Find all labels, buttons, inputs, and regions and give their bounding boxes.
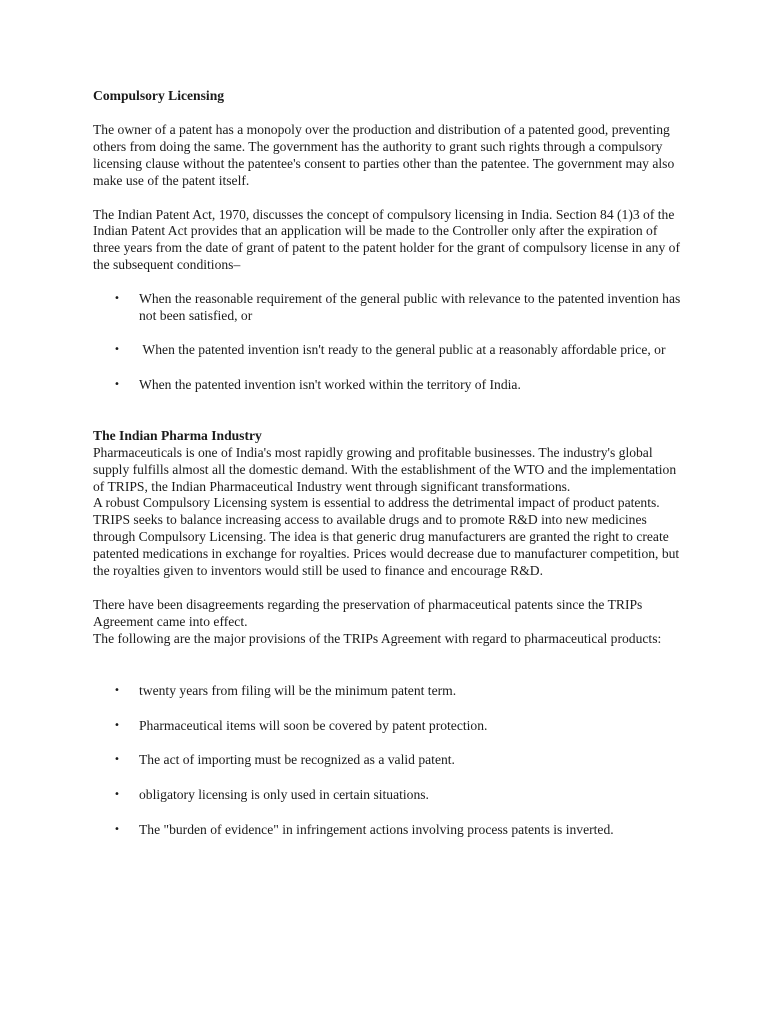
bullet-icon: • [114,293,120,305]
bullet-icon: • [114,684,120,696]
paragraph: A robust Compulsory Licensing system is essential to address the detrimental impact of product patents. TRIPS seeks to balance increasing access to available drugs and to promote R&D into new medicines through Compulsory Licensing. The idea is that generic drug manufacturers are granted the right to create patented medications in exchange for royalties. Prices would decrease due to manufacturer competition, but the royalties given to inventors would still be used to finance and encourage R&D. [93,495,680,579]
list-item-text: The "burden of evidence" in infringement actions involving process patents is inverted. [139,822,614,838]
bullet-icon: • [114,824,120,836]
list-item [93,822,683,839]
list-item-text: twenty years from filing will be the minimum patent term. [139,682,457,698]
paragraph: The Indian Patent Act, 1970, discusses the concept of compulsory licensing in India. Section 84 (1)3 of the Indian Patent Act provides that an application will be made to the Controller only after the expiration of three years from the date of grant of patent to the patent holder for the grant of compulsory license in any of the subsequent conditions– [93,206,680,273]
list-item [93,683,683,700]
list-item-text: When the patented invention isn't ready to the general public at a reasonably affordable price, or [139,341,666,357]
list-item-text: obligatory licensing is only used in certain situations. [139,787,429,803]
list-item [93,752,683,769]
list-item-text: When the patented invention isn't worked within the territory of India. [139,376,521,392]
list-item [93,342,683,359]
bullet-icon: • [114,378,120,390]
section-heading-compulsory-licensing: Compulsory Licensing [93,88,225,103]
bullet-icon: • [114,343,120,355]
paragraph: There have been disagreements regarding the preservation of pharmaceutical patents since the TRIPs Agreement came into effect. [93,596,643,629]
section-heading-indian-pharma-industry: The Indian Pharma Industry [93,427,262,443]
bullet-icon: • [114,719,120,731]
list-item-text: Pharmaceutical items will soon be covered by patent protection. [139,717,488,733]
paragraph: Pharmaceuticals is one of India's most rapidly growing and profitable businesses. The industry's global supply fulfills almost all the domestic demand. With the establishment of the WTO and the implementation of TRIPS, the Indian Pharmaceutical Industry went through significant transformations. [93,444,677,494]
bullet-icon: • [114,754,120,766]
list-item [93,377,683,394]
paragraph: The following are the major provisions of the TRIPs Agreement with regard to pharmaceutical products: [93,630,662,646]
bullet-list [93,683,683,840]
document-page [93,88,683,839]
bullet-icon: • [114,789,120,801]
bullet-list [93,291,683,394]
list-item-text: When the reasonable requirement of the general public with relevance to the patented invention has not been satisfied, or [139,291,681,324]
list-item-text: The act of importing must be recognized as a valid patent. [139,752,455,768]
list-item [93,291,683,325]
list-item [93,718,683,735]
list-item [93,787,683,804]
paragraph: The owner of a patent has a monopoly over the production and distribution of a patented good, preventing others from doing the same. The government has the authority to grant such rights through a compulsory licensing clause without the patentee's consent to parties other than the patentee. The government may also make use of the patent itself. [93,121,675,188]
